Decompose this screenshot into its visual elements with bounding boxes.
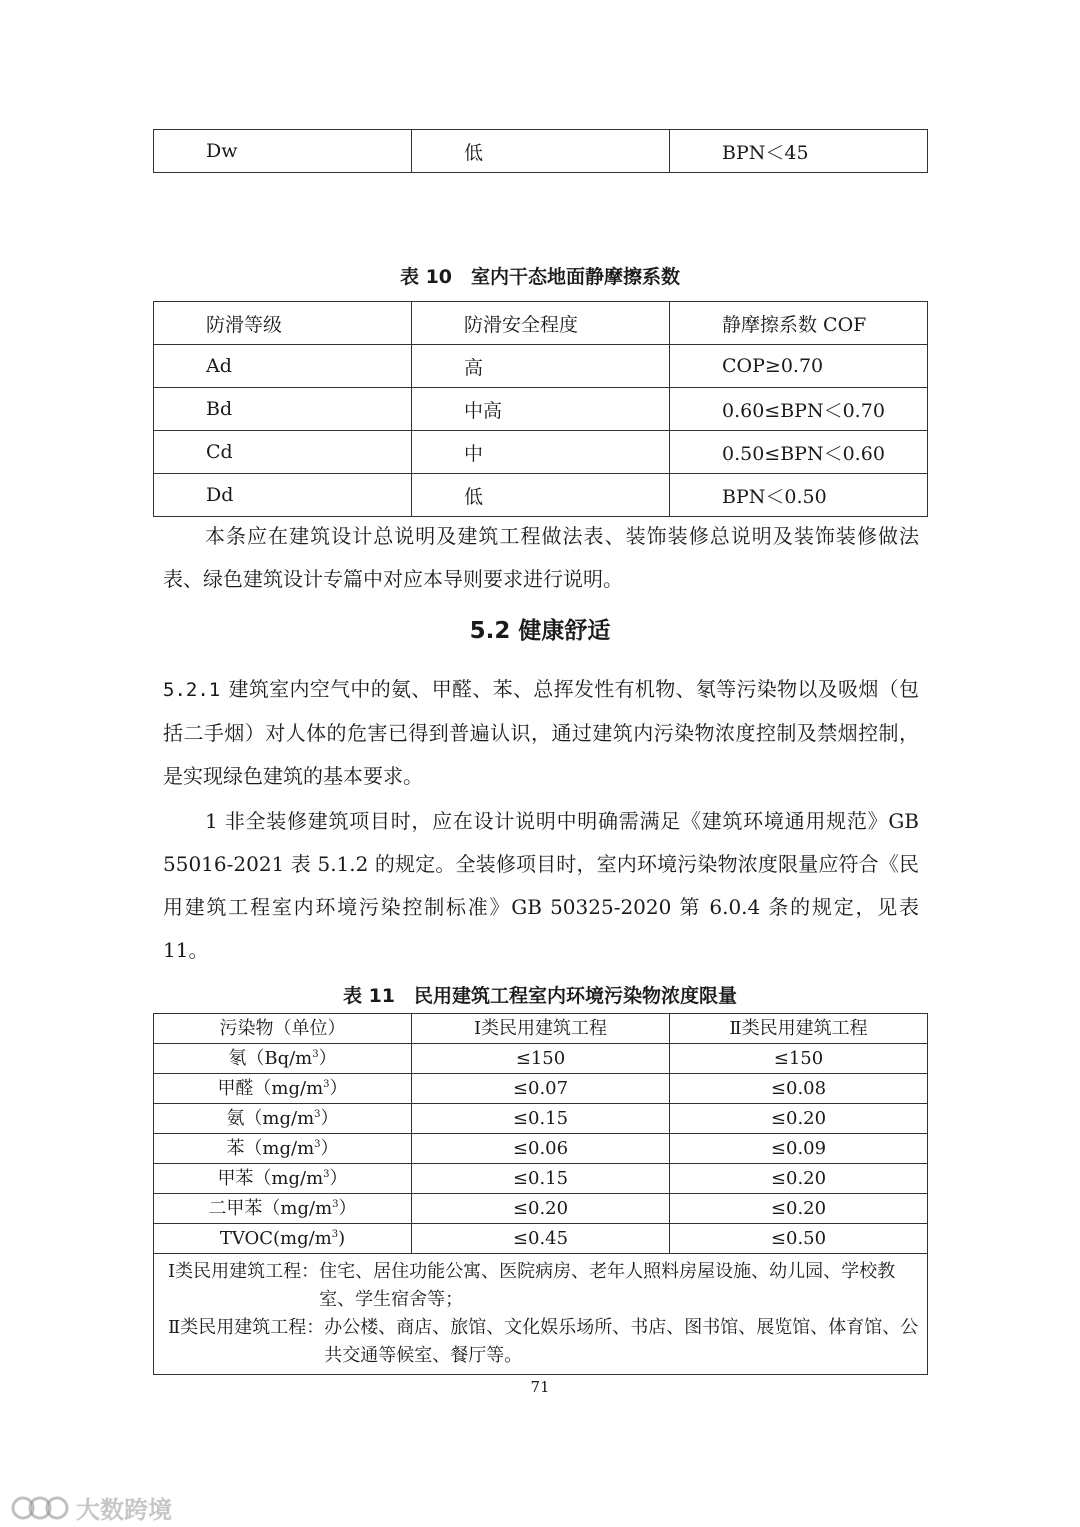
note-label: Ⅰ类民用建筑工程：: [168, 1261, 320, 1282]
watermark: [10, 1490, 172, 1525]
table-row: [154, 1074, 928, 1104]
table-cell: BPN＜45: [670, 130, 928, 173]
table-cell: ≤0.20: [670, 1194, 928, 1224]
table-header-cell: Ⅱ类民用建筑工程: [670, 1014, 928, 1044]
table-cell: ≤0.06: [412, 1134, 670, 1164]
table-row: [154, 1224, 928, 1254]
table-cell: ≤0.45: [412, 1224, 670, 1254]
watermark-text: 大数跨境: [76, 1496, 172, 1524]
table-note-row: [154, 1254, 928, 1375]
note-text: 住宅、居住功能公寓、医院病房、老年人照料房屋设施、幼儿园、学校教室、学生宿舍等；: [319, 1261, 896, 1310]
table-row: [154, 388, 928, 431]
table-cell: 0.60≤BPN＜0.70: [670, 388, 928, 431]
note-text: 办公楼、商店、旅馆、文化娱乐场所、书店、图书馆、展览馆、体育馆、公共交通等候室、餐厅等。: [324, 1317, 919, 1366]
pollutant-cell: 氡$(Bq/m^3)$: [154, 1044, 412, 1074]
pollutant-cell: 苯$(mg/m^3)$: [154, 1134, 412, 1164]
table-cell: ≤0.07: [412, 1074, 670, 1104]
table-cell: ≤150: [670, 1044, 928, 1074]
table-cell: ≤0.09: [670, 1134, 928, 1164]
note-label: Ⅱ类民用建筑工程：: [168, 1317, 325, 1338]
table-row: [154, 474, 928, 517]
table-row: [154, 431, 928, 474]
table-10-caption: 表 10 室内干态地面静摩擦系数: [399, 266, 681, 288]
table-header-cell: 静摩擦系数 COF: [670, 302, 928, 345]
table-row: [154, 1104, 928, 1134]
note-class-1: [168, 1258, 919, 1314]
pollutant-cell: 二甲苯$(mg/m^3)$: [154, 1194, 412, 1224]
clause-number: 5.2.1: [163, 679, 221, 701]
clause-text: 建筑室内空气中的氨、甲醛、苯、总挥发性有机物、氡等污染物以及吸烟（包括二手烟）对人体的危害已得到普遍认识，通过建筑内污染物浓度控制及禁烟控制，是实现绿色建筑的基本要求。: [163, 677, 919, 788]
pollutant-cell: 甲苯$(mg/m^3)$: [154, 1164, 412, 1194]
table-10: [153, 301, 928, 517]
table-row: [154, 130, 928, 173]
clause-5-2-1: [163, 668, 919, 798]
table-cell: Dw: [154, 130, 412, 173]
table-cell: ≤0.20: [670, 1104, 928, 1134]
table-11: [153, 1013, 928, 1375]
table-header-row: [154, 302, 928, 345]
table-cell: ≤0.15: [412, 1104, 670, 1134]
table-cell: ≤0.20: [412, 1194, 670, 1224]
table-row: [154, 1134, 928, 1164]
pollutant-cell: $TVOC(mg/m^3)$: [154, 1224, 412, 1254]
table-cell: 中高: [412, 388, 670, 431]
table-cell: ≤0.15: [412, 1164, 670, 1194]
table-cell: ≤0.20: [670, 1164, 928, 1194]
table-cell: 低: [412, 474, 670, 517]
table-note-cell: [154, 1254, 928, 1375]
section-title: 5.2 健康舒适: [469, 618, 611, 644]
table-dry-fragment: [153, 129, 928, 173]
table-cell: ≤0.50: [670, 1224, 928, 1254]
table-cell: BPN＜0.50: [670, 474, 928, 517]
note-paragraph: 本条应在建筑设计总说明及建筑工程做法表、装饰装修总说明及装饰装修做法表、绿色建筑设计专篇中对应本导则要求进行说明。: [163, 524, 919, 591]
table-11-caption: 表 11 民用建筑工程室内环境污染物浓度限量: [342, 985, 738, 1007]
table-cell: Ad: [154, 345, 412, 388]
table-cell: ≤0.08: [670, 1074, 928, 1104]
table-header-cell: 防滑等级: [154, 302, 412, 345]
item-1-paragraph: 1 非全装修建筑项目时，应在设计说明中明确需满足《建筑环境通用规范》GB 55016-2021 表 5.1.2 的规定。全装修项目时，室内环境污染物浓度限量应符合《民用建筑工程室内环境污染控制标准》GB 50325-2020 第 6.0.4 条的规定，见表 11。: [163, 809, 919, 962]
table-cell: Bd: [154, 388, 412, 431]
table-row: [154, 1194, 928, 1224]
watermark-logo-icon: [10, 1493, 70, 1523]
page-number: 71: [530, 1378, 550, 1396]
note-class-2: [168, 1314, 919, 1370]
table-cell: 高: [412, 345, 670, 388]
table-header-row: [154, 1014, 928, 1044]
table-row: [154, 1164, 928, 1194]
table-cell: 0.50≤BPN＜0.60: [670, 431, 928, 474]
table-cell: Dd: [154, 474, 412, 517]
table-cell: 中: [412, 431, 670, 474]
table-row: [154, 1044, 928, 1074]
table-header-cell: 防滑安全程度: [412, 302, 670, 345]
table-header-cell: 污染物（单位）: [154, 1014, 412, 1044]
table-cell: ≤150: [412, 1044, 670, 1074]
pollutant-cell: 氨$(mg/m^3)$: [154, 1104, 412, 1134]
table-header-cell: Ⅰ类民用建筑工程: [412, 1014, 670, 1044]
table-row: [154, 345, 928, 388]
table-cell: COP≥0.70: [670, 345, 928, 388]
table-cell: 低: [412, 130, 670, 173]
table-cell: Cd: [154, 431, 412, 474]
pollutant-cell: 甲醛$(mg/m^3)$: [154, 1074, 412, 1104]
